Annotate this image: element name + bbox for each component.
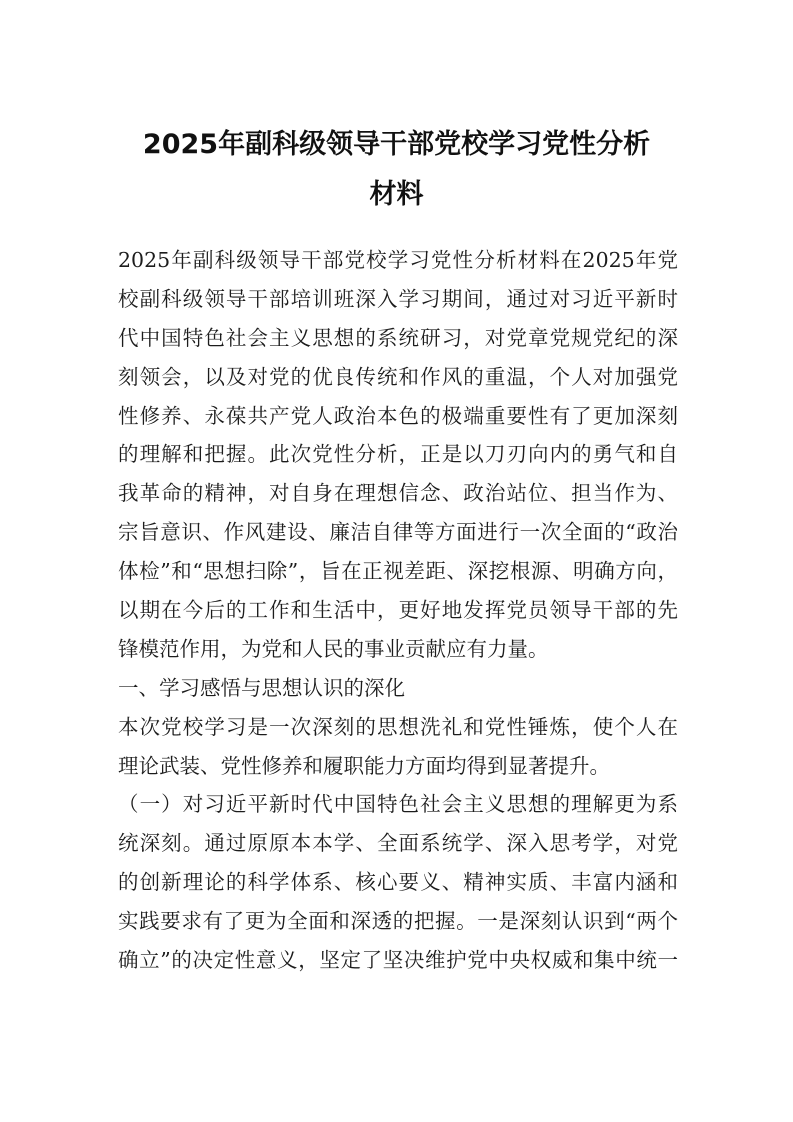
body-line: 锋模范作用，为党和人民的事业贡献应有力量。	[118, 636, 549, 661]
body-line: 体检”和“思想扫除”，旨在正视差距、深挖根源、明确方向，	[118, 559, 678, 584]
document-title-line-2: 材料	[369, 179, 424, 210]
body-line: 性修养、永葆共产党人政治本色的极端重要性有了更加深刻	[118, 403, 678, 428]
body-line: 刻领会，以及对党的优良传统和作风的重温，个人对加强党	[118, 364, 678, 389]
body-line: 理论武装、党性修养和履职能力方面均得到显著提升。	[118, 753, 610, 778]
document-body	[118, 241, 678, 980]
body-line: 宗旨意识、作风建设、廉洁自律等方面进行一次全面的“政治	[118, 520, 678, 545]
body-line: 实践要求有了更为全面和深透的把握。一是深刻认识到“两个	[118, 909, 678, 934]
body-line: 统深刻。通过原原本本学、全面系统学、深入思考学，对党	[118, 831, 678, 856]
body-line: 本次党校学习是一次深刻的思想洗礼和党性锤炼，使个人在	[118, 714, 678, 739]
section-heading: 一、学习感悟与思想认识的深化	[118, 675, 405, 700]
body-line: 的创新理论的科学体系、核心要义、精神实质、丰富内涵和	[118, 870, 678, 895]
subsection-line: （一）对习近平新时代中国特色社会主义思想的理解更为系	[118, 792, 678, 817]
body-line: 2025年副科级领导干部党校学习党性分析材料在2025年党	[118, 248, 678, 272]
body-line: 的理解和把握。此次党性分析，正是以刀刃向内的勇气和自	[118, 442, 678, 467]
document-title-line-1: 2025年副科级领导干部党校学习党性分析	[142, 129, 651, 160]
body-line: 以期在今后的工作和生活中，更好地发挥党员领导干部的先	[118, 598, 678, 623]
body-line: 校副科级领导干部培训班深入学习期间，通过对习近平新时	[118, 286, 678, 311]
body-line: 确立”的决定性意义，坚定了坚决维护党中央权威和集中统一	[118, 948, 678, 973]
body-line: 代中国特色社会主义思想的系统研习，对党章党规党纪的深	[118, 325, 678, 350]
body-line: 我革命的精神，对自身在理想信念、政治站位、担当作为、	[118, 481, 678, 506]
